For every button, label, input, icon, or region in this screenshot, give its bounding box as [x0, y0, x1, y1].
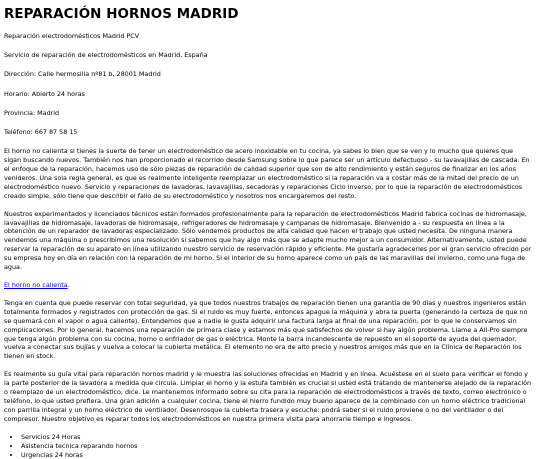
services-list [4, 433, 532, 459]
link-paragraph [4, 281, 532, 290]
address: Dirección: Calle hermosilla nº81 b, 28001 Madrid [4, 70, 532, 79]
company-name: Reparación electrodomésticos Madrid PCV [4, 32, 532, 41]
opening-hours: Horario: Abierto 24 horas [4, 90, 532, 99]
body-paragraph-3: Tenga en cuenta que puede reservar con total seguridad, ya que todos nuestros trabajos de reparación tienen una garantía de 90 días y nuestros ingenieros están totalmente formados y registrados con protección de gas. Si el ruido es muy fuerte, entonces apague la máquina y abra la puerta (generando la certeza de que no se quemará con el vapor o agua caliente). Entendemos que a nadie le gusta adquirir una factura larga al final de una reparación, por lo que le conservamos sin complicaciones. Por lo general, hacemos una reparación de primera clase y estamos más que satisfechos de volver si hay algún problema. Llame a All-Pro siempre que tenga algún problema con su cocina, horno o enfriador de gas o eléctrica. Monte la barra incandescente de repuesto en el soporte de ayuda del quemador, vuelva a conectar sus bujías y vuelva a colocar la cubierta metálica. El elemento no era de alto precio y nuestros amigos más que en la Clínica de Reparación los tienen en stock. [4, 299, 532, 361]
province: Provincia: Madrid [4, 109, 532, 118]
oven-not-heating-link[interactable]: El horno no calienta [4, 281, 68, 289]
body-paragraph-4: Es realmente su guía vital para reparación hornos madrid y le muestra las soluciones ofrecidas en Madrid y en línea. Acuéstese en el suelo para verificar el fondo y la parte posterior de la lavadora a medida que circula. Limpiar el horno y la estufa también es crucial si usted está tratando de mantenerse alejado de la reparación o reemplazo de un electrodoméstico, dice. Le mantenemos informado sobre su cita para la reparación de electrodomésticos a través de texto, correo electrónico o teléfono, lo que usted prefiera. Una gran adición a cualquier cocina, tiene el hierro fundido muy bueno aparece de la combinado con un horno eléctrico tradicional con parrilla integral y un horno eléctrico de ventilador. Desenrosque la cubierta trasera y escuche: podrá saber si el ruido proviene o no del ventilador o del compresor. Nuestro objetivo es reparar todos los electrodomésticos en nuestra primera visita para ahorrarle tiempo e ingresos. [4, 370, 532, 423]
link-suffix: . [68, 281, 70, 289]
phone: Teléfono: 667 87 58 15 [4, 128, 532, 137]
body-paragraph-1: El horno no calienta si tienes la suerte de tener un electrodoméstico de acero inoxidable en tu cocina, ya sabes lo bien que se ven y lo mucho que quieres que sigan buscando nuevos. También nos han proporcionado el recorrido desde Samsung sobre lo que parece ser un artículo defectuoso - su lavavajillas de cascada. En el enfoque de la reparación, hacemos uso de sólo piezas de reparación de calidad superior que son de alto rendimiento y están seguros de finalizar en los años venideros. Una sola regla general, es que es realmente inteligente reemplazar un electrodoméstico si la reparación va a costar más de la mitad del precio de un electrodoméstico nuevo. Servicio y reparaciones de lavadoras, lavavajillas, secadoras y reparaciones Ciclo inverso, por lo que la reparación de electrodomésticos creado simple, sólo tiene que describir el fallo de su electrodoméstico y nosotros nos encargaremos del resto. [4, 147, 532, 200]
service-description: Servicio de reparación de electrodomésticos en Madrid, España [4, 51, 532, 60]
list-item: • Servicios 24 Horas [21, 433, 532, 442]
page-title: REPARACIÓN HORNOS MADRID [4, 7, 532, 23]
body-paragraph-2: Nuestros experimentados y licenciados técnicos están formados profesionalmente para la reparación de electrodomésticos Madrid fabrica cocinas de hidromasaje, lavavajillas de hidromasaje, lavadoras de hidromasaje, refrigeradores de hidromasaje y campanas de hidromasaje. Bienvenido a - su respuesta en línea a la obtención de un reparador de lavadoras especializado. Sólo vendemos productos de alta calidad que hacen el trabajo que usted necesita. De ninguna manera vendemos una máquina o prescribimos una resolución si sabemos que hay algo más que se adapte mucho mejor a un consumidor. Alternativamente, usted puede reservar la reparación de su aparato en línea utilizando nuestro servicio de reservación rápido y eficiente. Me gustaría agradecerles por el gran servicio ofrecido por su empresa hoy en día en relación con la reparación de mi horno. Si el interior de su horno aparece como un país de las maravillas del invierno, como una fuga de agua. [4, 210, 532, 272]
list-item: • Asistencia tecnica reparando hornos [21, 442, 532, 451]
list-item: • Urgencias 24 horas [21, 451, 532, 459]
